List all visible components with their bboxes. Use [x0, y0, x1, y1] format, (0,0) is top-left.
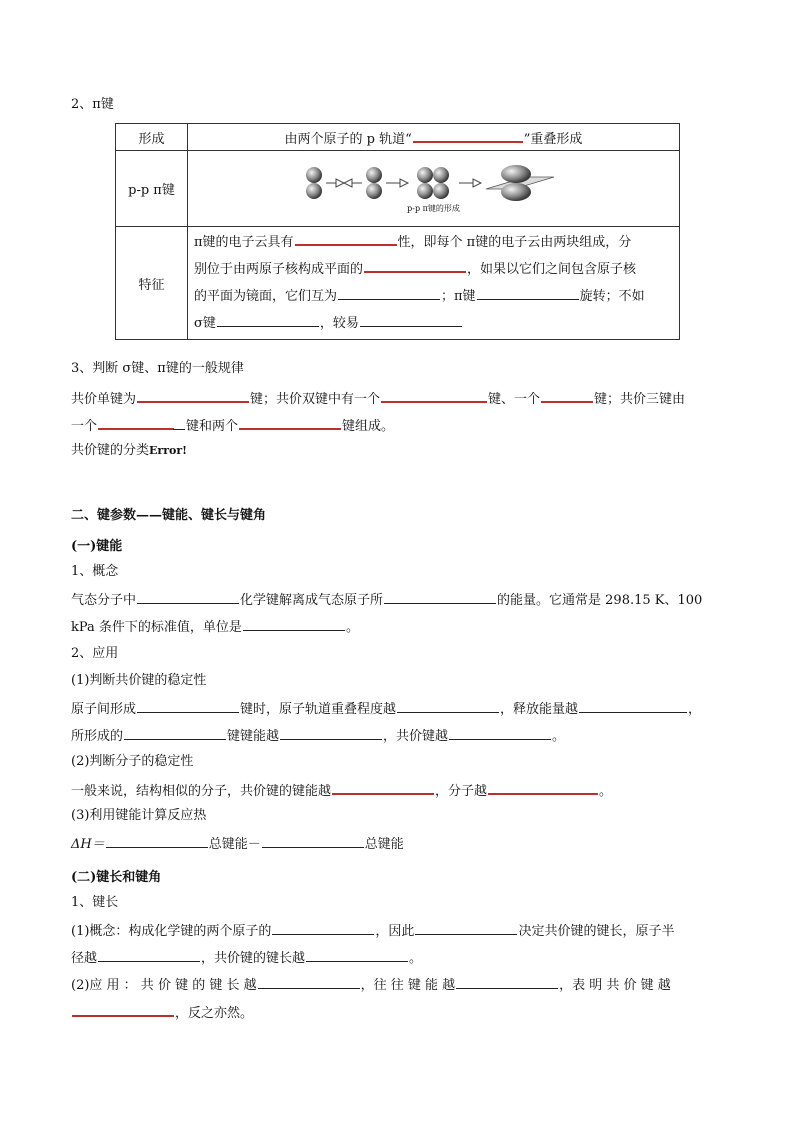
apply-text: ，分子越 [435, 784, 488, 799]
section3-title: 3、判断 σ键、π键的一般规律 [71, 361, 244, 376]
rule-text: 共价键的分类 [71, 443, 150, 458]
blank-feature-1[interactable] [295, 231, 397, 246]
blank-feature-2[interactable] [364, 258, 466, 273]
blank-double-bond-2[interactable] [541, 388, 593, 403]
rule-text: 键；共价三键由 [594, 392, 686, 407]
apply-text: 总键能 [364, 837, 404, 852]
arrow-icon [386, 179, 408, 187]
table-row-formation [116, 124, 680, 151]
pp-pi-diagram [304, 163, 564, 203]
rule-text: 键、一个 [488, 392, 541, 407]
formation-text-b: ”重叠形成 [523, 131, 583, 147]
arrow-icon [459, 179, 481, 187]
table-row-pp-pi [116, 151, 680, 227]
blank-feature-3[interactable] [338, 286, 440, 300]
blank-length-6[interactable] [456, 975, 558, 989]
length-concept-line-1 [71, 921, 674, 941]
diagram-caption: p-p π键的形成 [407, 204, 460, 213]
overlapping-orbitals [417, 167, 449, 199]
feature-text: ，如果以它们之间包含原子核 [467, 262, 637, 277]
rule-line-2 [71, 415, 394, 436]
p-orbital-right [366, 167, 382, 199]
length-text: ，表 明 共 价 键 越 [559, 978, 671, 993]
blank-length-2[interactable] [415, 921, 517, 935]
pi-electron-cloud [486, 165, 554, 201]
blank-apply-2[interactable] [397, 699, 499, 713]
blank-feature-5[interactable] [217, 313, 319, 327]
blank-triple-bond-1-tail [173, 416, 185, 430]
p-orbital-left [306, 167, 322, 199]
apply-2-line [71, 780, 612, 801]
diagram-cell [188, 151, 680, 227]
apply-3-title: (3)利用键能计算反应热 [71, 808, 207, 823]
rule-text: 共价单键为 [71, 392, 137, 407]
blank-apply-4[interactable] [124, 726, 226, 740]
concept-text: 气态分子中 [71, 593, 137, 608]
blank-single-bond[interactable] [137, 388, 249, 403]
blank-length-7[interactable] [72, 1002, 174, 1017]
length-text: ，往 往 键 能 越 [360, 978, 456, 993]
apply-text: 。 [599, 784, 613, 799]
concept-text: kPa 条件下的标准值，单位是 [71, 620, 242, 635]
concept-line-2 [71, 617, 359, 637]
apply-text: ，共价键越 [383, 729, 449, 744]
blank-apply-3[interactable] [579, 699, 687, 713]
concept-title: 1、概念 [71, 564, 119, 579]
blank-concept-1[interactable] [137, 590, 239, 604]
concept-line-1 [71, 590, 702, 610]
row-head-formation: 形成 [116, 124, 188, 151]
apply-text: ，释放能量越 [500, 702, 579, 717]
length-text: 决定共价键的键长，原子半 [518, 924, 675, 939]
blank-feature-6[interactable] [360, 313, 462, 327]
bond-energy-heading: (一)键能 [71, 539, 123, 554]
concept-text: 。 [345, 620, 359, 635]
apply-text: 所形成的 [71, 729, 124, 744]
apply-text: 键时，原子轨道重叠程度越 [240, 702, 397, 717]
length-text: ，共价键的键长越 [201, 951, 306, 966]
blank-apply-5[interactable] [280, 726, 382, 740]
rule-line-1 [71, 388, 685, 409]
blank-length-5[interactable] [258, 975, 360, 989]
blank-unit[interactable] [243, 617, 345, 631]
blank-apply-1[interactable] [137, 699, 239, 713]
part2-title: 二、键参数——键能、键长与键角 [71, 508, 267, 523]
length-text: ，因此 [375, 924, 415, 939]
feature-text: π键的电子云具有 [194, 235, 294, 250]
feature-text: 旋转；不如 [579, 289, 645, 304]
feature-text: σ键 [194, 316, 216, 331]
feature-text: ；π键 [441, 289, 476, 304]
blank-apply-8[interactable] [488, 780, 598, 795]
apply-title: 2、应用 [71, 646, 119, 661]
reaction-heat-line [71, 834, 404, 854]
row-head-features: 特征 [116, 227, 188, 340]
length-text: (2)应 用 ： 共 价 键 的 键 长 越 [71, 978, 257, 993]
bond-length-title: 1、键长 [71, 895, 119, 910]
blank-length-1[interactable] [272, 921, 374, 935]
blank-length-3[interactable] [98, 948, 200, 962]
formation-cell [188, 124, 680, 151]
bond-length-heading: (二)键长和键角 [71, 870, 162, 885]
pi-bond-table [115, 123, 680, 340]
feature-text: ，较易 [319, 316, 359, 331]
apply-2-title: (2)判断分子的稳定性 [71, 754, 194, 769]
length-text: (1)概念：构成化学键的两个原子的 [71, 924, 272, 939]
features-cell [188, 227, 680, 340]
blank-heat-2[interactable] [262, 834, 364, 848]
length-text: 。 [409, 951, 423, 966]
rule-text: 键和两个 [186, 419, 239, 434]
blank-apply-6[interactable] [449, 726, 551, 740]
formation-text-a: 由两个原子的 p 轨道“ [284, 131, 412, 147]
blank-triple-bond-1[interactable] [98, 415, 174, 430]
blank-triple-bond-2[interactable] [239, 415, 341, 430]
row-head-pp-pi: p-p π键 [116, 151, 188, 227]
arrow-icon [326, 179, 362, 187]
blank-heat-1[interactable] [106, 834, 208, 848]
length-text: ，反之亦然。 [175, 1006, 254, 1021]
blank-apply-7[interactable] [332, 780, 434, 795]
feature-text: 别位于由两原子核构成平面的 [194, 262, 364, 277]
apply-1-line-2 [71, 726, 565, 746]
apply-text: 原子间形成 [71, 702, 137, 717]
feature-text: 的平面为镜面，它们互为 [194, 289, 338, 304]
table-row-features [116, 227, 680, 340]
length-concept-line-2 [71, 948, 422, 968]
concept-text: 化学键解离成气态原子所 [240, 593, 384, 608]
blank-concept-2[interactable] [384, 590, 496, 604]
error-text: Error! [149, 444, 187, 457]
blank-feature-4[interactable] [477, 286, 579, 300]
apply-1-line-1 [71, 699, 701, 719]
apply-text: 总键能－ [208, 837, 261, 852]
blank-length-4[interactable] [306, 948, 408, 962]
rule-text: 键组成。 [342, 419, 395, 434]
section-pi-title: 2、π键 [71, 97, 114, 112]
feature-text: 性，即每个 π键的电子云由两块组成，分 [397, 235, 632, 250]
length-apply-line-2 [71, 1002, 253, 1023]
rule-text: 键；共价双键中有一个 [250, 392, 381, 407]
concept-text: 的能量。它通常是 298.15 K、100 [497, 593, 703, 608]
rule-text: 一个 [71, 419, 98, 434]
apply-text: ， [688, 702, 702, 717]
blank-formation[interactable] [413, 128, 523, 143]
apply-text: 一般来说，结构相似的分子，共价键的键能越 [71, 784, 332, 799]
apply-text: 键键能越 [227, 729, 280, 744]
apply-1-title: (1)判断共价键的稳定性 [71, 673, 207, 688]
delta-h-label: ΔH＝ [71, 837, 105, 852]
length-text: 径越 [71, 951, 98, 966]
blank-double-bond-1[interactable] [381, 388, 487, 403]
apply-text: 。 [552, 729, 566, 744]
classification-line [71, 442, 187, 460]
length-apply-line-1 [71, 975, 671, 995]
